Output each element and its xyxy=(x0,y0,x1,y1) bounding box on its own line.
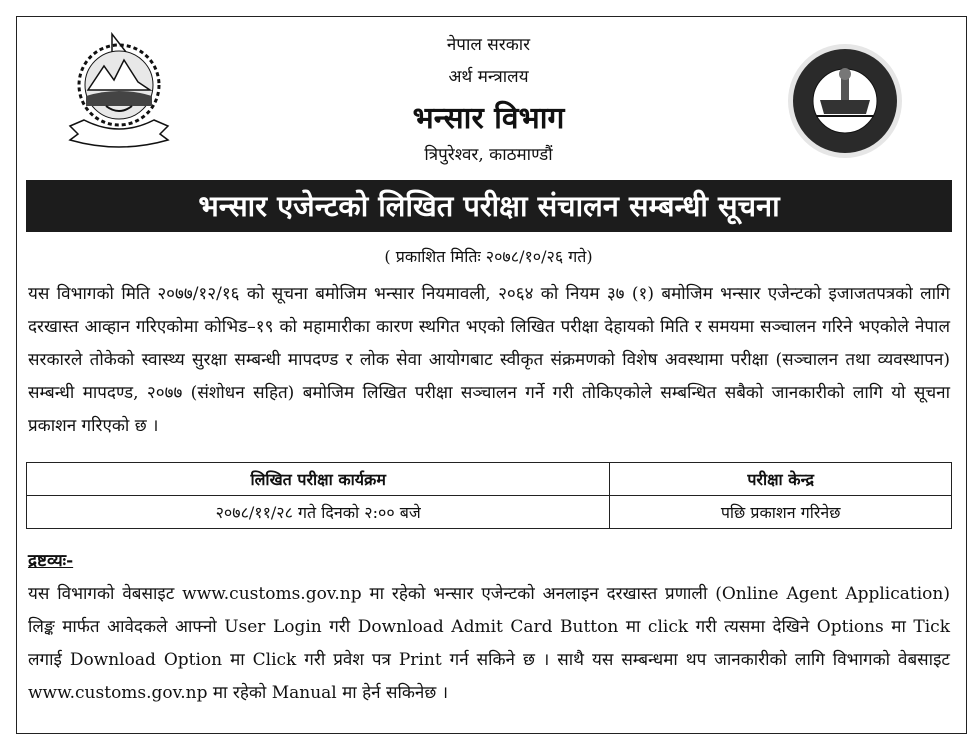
column-header-schedule: लिखित परीक्षा कार्यक्रम xyxy=(27,463,610,496)
notice-body: यस विभागको मिति २०७७/१२/१६ को सूचना बमोजिम भन्सार नियमावली, २०६४ को नियम ३७ (१) बमोजिम भन्सार एजेन्टको इजाजतपत्रको लागि दरखास्त आव्हान गरिएकोमा कोभिड–१९ को महामारीका कारण स्थगित भएको लिखित परीक्षा देहायको मिति र समयमा सञ्चालन गरिने भएकोले नेपाल सरकारले तोकेको स्वास्थ्य सुरक्षा सम्बन्धी मापदण्ड र लोक सेवा आयोगबाट स्वीकृत संक्रमणको विशेष अवस्थामा परीक्षा (सञ्चालन तथा व्यवस्थापन) सम्बन्धी मापदण्ड, २०७७ (संशोधन सहित) बमोजिम लिखित परीक्षा सञ्चालन गर्ने गरी तोकिएकोले सम्बन्धित सबैको जानकारीको लागि यो सूचना प्रकाशन गरिएको छ । xyxy=(28,284,950,436)
note-heading: द्रष्टव्यः- xyxy=(28,551,74,571)
exam-schedule-table xyxy=(26,462,952,529)
table-row xyxy=(27,496,952,529)
notice-title: भन्सार एजेन्टको लिखित परीक्षा संचालन सम्बन्धी सूचना xyxy=(26,180,952,232)
published-date: ( प्रकाशित मितिः २०७८/१०/२६ गते) xyxy=(384,247,593,266)
ministry-name: अर्थ मन्त्रालय xyxy=(448,67,529,87)
exam-center-cell: पछि प्रकाशन गरिनेछ xyxy=(610,496,952,529)
column-header-center: परीक्षा केन्द्र xyxy=(610,463,952,496)
government-name: नेपाल सरकार xyxy=(446,35,531,55)
table-header-row xyxy=(27,463,952,496)
exam-date-cell: २०७८/११/२८ गते दिनको २:०० बजे xyxy=(27,496,610,529)
note-body: यस विभागको वेबसाइट www.customs.gov.np मा रहेको भन्सार एजेन्टको अनलाइन दरखास्त प्रणाली (Online Agent Application) लिङ्क मार्फत आवेदकले आफ्नो User Login गरी Download Admit Card Button मा click गरी त्यसमा देखिने Options मा Tick लगाई Download Option मा Click गरी प्रवेश पत्र Print गर्न सकिने छ । साथै यस सम्बन्धमा थप जानकारीको लागि विभागको वेबसाइट www.customs.gov.np मा रहेको Manual मा हेर्न सकिनेछ । xyxy=(28,584,950,703)
office-location: त्रिपुरेश्वर, काठमाण्डौं xyxy=(424,145,553,165)
department-name: भन्सार विभाग xyxy=(412,101,565,136)
